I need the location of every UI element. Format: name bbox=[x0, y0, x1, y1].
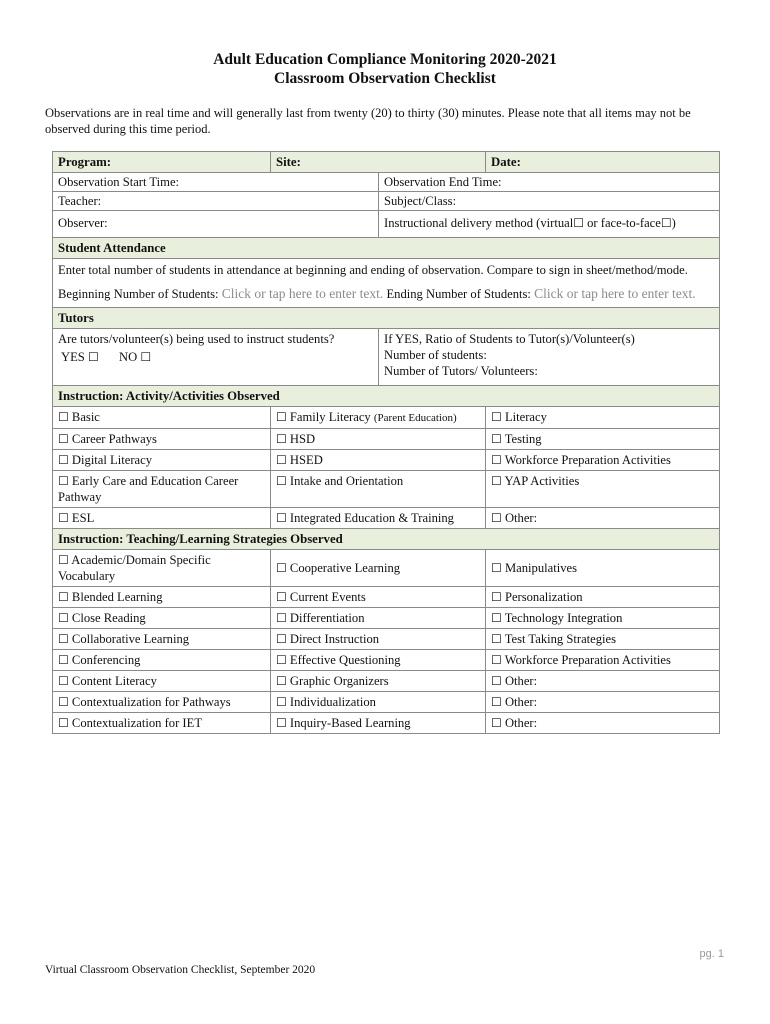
strategy-row bbox=[53, 713, 720, 734]
strategy-checkbox[interactable]: ☐ bbox=[276, 653, 287, 667]
attendance-heading: Student Attendance bbox=[53, 238, 720, 259]
strategy-checkbox[interactable]: ☐ bbox=[276, 695, 287, 709]
strategy-label: Cooperative Learning bbox=[289, 561, 401, 575]
strategy-checkbox[interactable]: ☐ bbox=[491, 674, 502, 688]
family-literacy-note: (Parent Education) bbox=[373, 412, 457, 424]
activity-label: HSED bbox=[289, 453, 323, 467]
program-label[interactable]: Program: bbox=[53, 152, 271, 173]
strategy-label: Collaborative Learning bbox=[71, 632, 190, 646]
attendance-instructions: Enter total number of students in attendance at beginning and ending of observation. Compare to sign in sheet/method/mode. bbox=[58, 263, 688, 277]
activity-checkbox[interactable]: ☐ bbox=[58, 453, 69, 467]
strategy-item bbox=[486, 692, 720, 713]
observer-field[interactable]: Observer: bbox=[53, 211, 379, 238]
footer-text: Virtual Classroom Observation Checklist, September 2020 bbox=[45, 964, 316, 976]
strategy-row bbox=[53, 550, 720, 587]
activity-label: Testing bbox=[504, 432, 542, 446]
strategy-row bbox=[53, 587, 720, 608]
strategy-row bbox=[53, 608, 720, 629]
begin-students-input[interactable]: Click or tap here to enter text. bbox=[221, 286, 384, 301]
activity-checkbox[interactable]: ☐ bbox=[58, 474, 69, 488]
page-number: pg. 1 bbox=[699, 948, 724, 960]
strategy-item bbox=[53, 608, 271, 629]
intro-text: Observations are in real time and will generally last from twenty (20) to thirty (30) minutes. Please note that all items may not be observed during this time period. bbox=[45, 106, 691, 136]
strategy-item bbox=[53, 671, 271, 692]
start-time-field[interactable]: Observation Start Time: bbox=[53, 173, 379, 192]
subject-field[interactable]: Subject/Class: bbox=[379, 192, 720, 211]
attendance-section bbox=[53, 259, 720, 308]
activity-checkbox[interactable]: ☐ bbox=[491, 453, 502, 467]
activity-row bbox=[53, 471, 720, 508]
strategy-item bbox=[53, 713, 271, 734]
strategy-label: Individualization bbox=[289, 695, 376, 709]
strategy-item bbox=[53, 550, 271, 587]
activity-checkbox[interactable]: ☐ bbox=[491, 511, 502, 525]
strategy-label: Other: bbox=[504, 716, 538, 730]
delivery-method-field bbox=[379, 211, 720, 238]
strategy-label: Technology Integration bbox=[504, 611, 623, 625]
activity-checkbox[interactable]: ☐ bbox=[58, 432, 69, 446]
activity-item bbox=[486, 407, 720, 429]
activity-checkbox[interactable]: ☐ bbox=[491, 474, 502, 488]
end-students-input[interactable]: Click or tap here to enter text. bbox=[534, 286, 696, 301]
teacher-field[interactable]: Teacher: bbox=[53, 192, 379, 211]
activity-item bbox=[53, 450, 271, 471]
strategy-checkbox[interactable]: ☐ bbox=[58, 653, 69, 667]
strategy-checkbox[interactable]: ☐ bbox=[491, 653, 502, 667]
activity-item bbox=[271, 407, 486, 429]
strategy-item bbox=[486, 608, 720, 629]
activity-label: Early Care and Education Career Pathway bbox=[58, 474, 239, 504]
activity-label: Intake and Orientation bbox=[289, 474, 404, 488]
strategy-item bbox=[271, 671, 486, 692]
activity-checkbox[interactable]: ☐ bbox=[276, 474, 287, 488]
yes-label: YES bbox=[61, 350, 85, 364]
activity-item bbox=[486, 471, 720, 508]
site-label[interactable]: Site: bbox=[271, 152, 486, 173]
tutors-heading: Tutors bbox=[53, 308, 720, 329]
date-label[interactable]: Date: bbox=[486, 152, 720, 173]
no-label: NO bbox=[119, 350, 138, 364]
strategy-label: Manipulatives bbox=[504, 561, 577, 575]
activity-checkbox[interactable]: ☐ bbox=[276, 453, 287, 467]
document-title: Adult Education Compliance Monitoring 2020-2021 bbox=[213, 51, 557, 68]
activity-checkbox[interactable]: ☐ bbox=[58, 511, 69, 525]
strategy-checkbox[interactable]: ☐ bbox=[58, 716, 69, 730]
strategy-item bbox=[271, 650, 486, 671]
activity-row bbox=[53, 450, 720, 471]
strategy-item bbox=[271, 587, 486, 608]
strategy-checkbox[interactable]: ☐ bbox=[58, 553, 69, 567]
tutors-question: Are tutors/volunteer(s) being used to instruct students? bbox=[58, 332, 335, 346]
num-tutors-field[interactable]: Number of Tutors/ Volunteers: bbox=[384, 364, 538, 378]
activity-row bbox=[53, 407, 720, 429]
strategy-label: Workforce Preparation Activities bbox=[504, 653, 671, 667]
activity-item bbox=[53, 508, 271, 529]
strategy-item bbox=[271, 550, 486, 587]
virtual-checkbox[interactable]: ☐ bbox=[573, 216, 584, 230]
strategy-checkbox[interactable]: ☐ bbox=[276, 674, 287, 688]
strategy-item bbox=[486, 650, 720, 671]
strategy-item bbox=[271, 629, 486, 650]
strategy-checkbox[interactable]: ☐ bbox=[491, 561, 502, 575]
tutors-question-cell bbox=[53, 329, 379, 386]
face-to-face-checkbox[interactable]: ☐ bbox=[660, 216, 672, 230]
strategy-item bbox=[271, 608, 486, 629]
strategy-checkbox[interactable]: ☐ bbox=[276, 632, 287, 646]
observation-form bbox=[52, 151, 720, 734]
activity-label: Career Pathways bbox=[71, 432, 157, 446]
strategy-label: Test Taking Strategies bbox=[504, 632, 617, 646]
strategy-item bbox=[486, 587, 720, 608]
strategy-item bbox=[53, 692, 271, 713]
activity-item bbox=[53, 429, 271, 450]
strategy-checkbox[interactable]: ☐ bbox=[491, 590, 502, 604]
activity-checkbox[interactable]: ☐ bbox=[276, 410, 287, 424]
activity-checkbox[interactable]: ☐ bbox=[58, 410, 69, 424]
activity-item bbox=[271, 450, 486, 471]
strategy-label: Conferencing bbox=[71, 653, 141, 667]
activity-checkbox[interactable]: ☐ bbox=[276, 511, 287, 525]
strategy-item bbox=[271, 713, 486, 734]
activity-label: Family Literacy bbox=[289, 410, 371, 424]
activity-checkbox[interactable]: ☐ bbox=[276, 432, 287, 446]
activity-checkbox[interactable]: ☐ bbox=[491, 432, 502, 446]
strategy-item bbox=[486, 629, 720, 650]
strategy-label: Contextualization for Pathways bbox=[71, 695, 231, 709]
strategy-checkbox[interactable]: ☐ bbox=[491, 611, 502, 625]
strategy-row bbox=[53, 629, 720, 650]
delivery-label-2: or face-to-face bbox=[583, 216, 661, 230]
strategy-label: Graphic Organizers bbox=[289, 674, 389, 688]
strategy-label: Content Literacy bbox=[71, 674, 157, 688]
strategy-item bbox=[486, 671, 720, 692]
activity-item bbox=[53, 407, 271, 429]
activity-label: Workforce Preparation Activities bbox=[504, 453, 671, 467]
strategy-checkbox[interactable]: ☐ bbox=[491, 695, 502, 709]
activity-label: Literacy bbox=[504, 410, 547, 424]
strategy-label: Close Reading bbox=[71, 611, 146, 625]
strategy-checkbox[interactable]: ☐ bbox=[58, 590, 69, 604]
strategy-label: Blended Learning bbox=[71, 590, 163, 604]
activity-label: HSD bbox=[289, 432, 316, 446]
activity-label: YAP Activities bbox=[504, 474, 580, 488]
strategy-label: Direct Instruction bbox=[289, 632, 380, 646]
strategy-label: Other: bbox=[504, 674, 538, 688]
strategy-row bbox=[53, 650, 720, 671]
begin-students-label: Beginning Number of Students: bbox=[58, 287, 219, 301]
strategy-checkbox[interactable]: ☐ bbox=[58, 674, 69, 688]
activity-label: Basic bbox=[71, 410, 100, 424]
strategy-checkbox[interactable]: ☐ bbox=[58, 632, 69, 646]
end-students-label: Ending Number of Students: bbox=[386, 287, 531, 301]
strategy-label: Current Events bbox=[289, 590, 366, 604]
strategy-item bbox=[53, 587, 271, 608]
strategy-row bbox=[53, 671, 720, 692]
strategy-checkbox[interactable]: ☐ bbox=[491, 632, 502, 646]
no-checkbox[interactable]: ☐ bbox=[140, 350, 152, 364]
strategy-label: Inquiry-Based Learning bbox=[289, 716, 411, 730]
strategies-heading: Instruction: Teaching/Learning Strategies Observed bbox=[53, 529, 720, 550]
activity-label: Integrated Education & Training bbox=[289, 511, 454, 525]
strategy-item bbox=[271, 692, 486, 713]
strategy-item bbox=[53, 629, 271, 650]
activity-item bbox=[486, 508, 720, 529]
strategy-label: Personalization bbox=[504, 590, 583, 604]
activity-label: Other: bbox=[504, 511, 538, 525]
strategy-checkbox[interactable]: ☐ bbox=[276, 561, 287, 575]
activity-item bbox=[486, 450, 720, 471]
strategy-label: Effective Questioning bbox=[289, 653, 401, 667]
strategy-row bbox=[53, 692, 720, 713]
activity-checkbox[interactable]: ☐ bbox=[491, 410, 502, 424]
delivery-label-3: ) bbox=[671, 216, 676, 230]
activity-item bbox=[271, 429, 486, 450]
strategy-checkbox[interactable]: ☐ bbox=[276, 716, 287, 730]
delivery-label: Instructional delivery method (virtual bbox=[384, 216, 574, 230]
activity-item bbox=[53, 471, 271, 508]
activity-label: Digital Literacy bbox=[71, 453, 152, 467]
strategy-item bbox=[53, 650, 271, 671]
activity-row bbox=[53, 429, 720, 450]
activities-heading: Instruction: Activity/Activities Observed bbox=[53, 386, 720, 407]
ratio-label: If YES, Ratio of Students to Tutor(s)/Volunteer(s) bbox=[384, 332, 635, 346]
strategy-checkbox[interactable]: ☐ bbox=[58, 611, 69, 625]
activity-row bbox=[53, 508, 720, 529]
document-subtitle: Classroom Observation Checklist bbox=[274, 70, 496, 87]
strategy-item bbox=[486, 550, 720, 587]
activity-label: ESL bbox=[71, 511, 95, 525]
strategy-item bbox=[486, 713, 720, 734]
activity-item bbox=[271, 508, 486, 529]
strategy-checkbox[interactable]: ☐ bbox=[276, 611, 287, 625]
strategy-label: Other: bbox=[504, 695, 538, 709]
strategy-label: Differentiation bbox=[289, 611, 365, 625]
tutors-ratio-cell bbox=[379, 329, 720, 386]
activity-item bbox=[271, 471, 486, 508]
strategy-checkbox[interactable]: ☐ bbox=[58, 695, 69, 709]
strategy-label: Contextualization for IET bbox=[71, 716, 203, 730]
end-time-field[interactable]: Observation End Time: bbox=[379, 173, 720, 192]
yes-checkbox[interactable]: ☐ bbox=[87, 350, 99, 364]
num-students-field[interactable]: Number of students: bbox=[384, 348, 487, 362]
strategy-label: Academic/Domain Specific Vocabulary bbox=[58, 553, 211, 583]
strategy-checkbox[interactable]: ☐ bbox=[276, 590, 287, 604]
strategy-checkbox[interactable]: ☐ bbox=[491, 716, 502, 730]
activity-item bbox=[486, 429, 720, 450]
